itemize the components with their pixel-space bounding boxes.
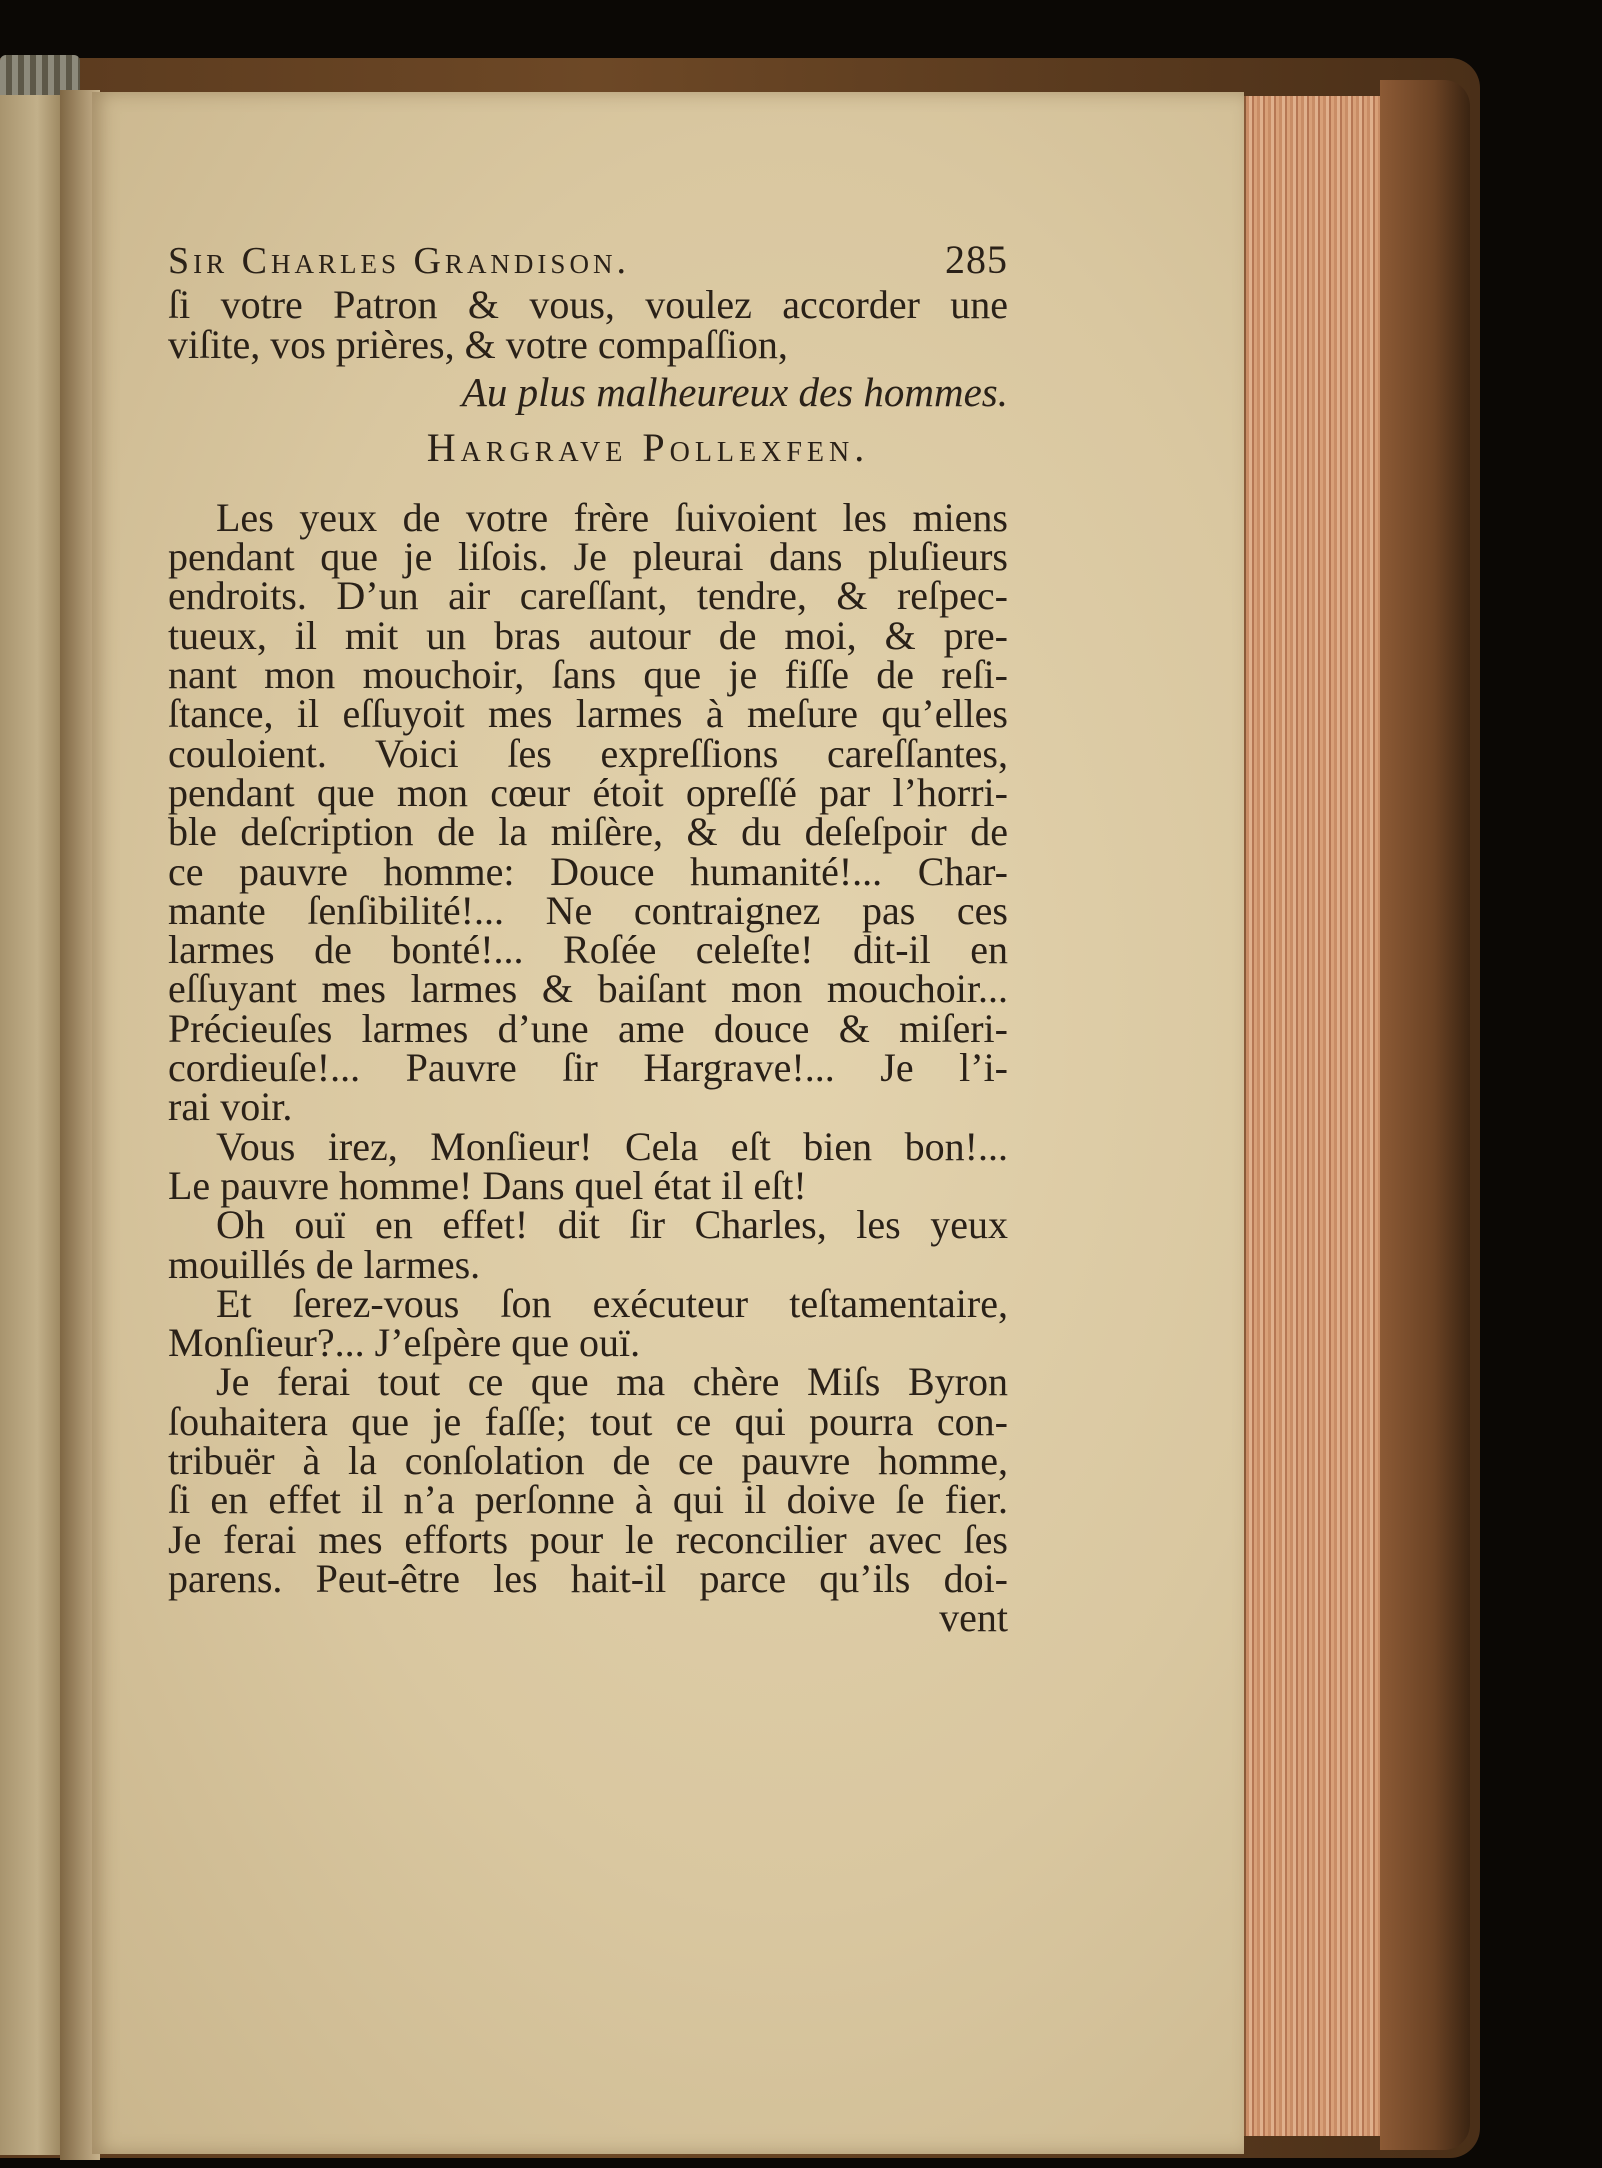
text-line: Le pauvre homme! Dans quel état il eſt!: [168, 1162, 807, 1208]
fore-edge-shadow: [1380, 80, 1470, 2150]
left-page-edge: [0, 95, 62, 2155]
text-line: mante ſenſibilité!... Ne contraignez pas ces: [168, 887, 1008, 933]
running-head-title: Sir Charles Grandison.: [168, 240, 630, 282]
text-line: ſouhaitera que je faſſe; tout ce qui pourra con-: [168, 1398, 1008, 1444]
text-line: Je ferai tout ce que ma chère Miſs Byron: [216, 1359, 1008, 1405]
text-line: rai voir.: [168, 1084, 293, 1130]
text-line: couloient. Voici ſes expreſſions careſſantes,: [168, 730, 1008, 776]
text-line: ce pauvre homme: Douce humanité!... Char-: [168, 848, 1008, 894]
letter-signoff: Au plus malheureux des hommes.: [461, 368, 1008, 415]
text-line: Précieuſes larmes d’une ame douce & miſeri-: [168, 1005, 1008, 1051]
text-line: tribuër à la conſolation de ce pauvre homme,: [168, 1438, 1008, 1484]
text-line: Je ferai mes efforts pour le reconcilier avec ſes: [168, 1516, 1008, 1562]
text-line: Monſieur?... J’eſpère que ouï.: [168, 1320, 641, 1366]
text-line: viſite, vos prières, & votre compaſſion,: [168, 321, 788, 367]
text-line: ble deſcription de la miſère, & du deſeſpoir de: [168, 809, 1008, 855]
text-line: nant mon mouchoir, ſans que je fiſſe de reſi-: [168, 652, 1008, 698]
text-line: Les yeux de votre frère ſuivoient les miens: [216, 494, 1008, 540]
letter-signature: Hargrave Pollexfen.: [426, 424, 870, 470]
text-line: Oh ouï en effet! dit ſir Charles, les yeux: [216, 1202, 1008, 1248]
text-line: cordieuſe!... Pauvre ſir Hargrave!... Je l’i-: [168, 1045, 1008, 1091]
text-line: ſtance, il eſſuyoit mes larmes à meſure qu’elles: [168, 691, 1008, 737]
catchword: vent: [939, 1595, 1008, 1641]
page-number: 285: [945, 237, 1008, 282]
text-line: endroits. D’un air careſſant, tendre, & reſpec-: [168, 573, 1008, 619]
text-line: Vous irez, Monſieur! Cela eſt bien bon!...: [216, 1123, 1008, 1169]
text-line: ſi en effet il n’a perſonne à qui il doive ſe fier.: [168, 1477, 1008, 1523]
text-line: tueux, il mit un bras autour de moi, & pre-: [168, 612, 1008, 658]
text-line: pendant que je liſois. Je pleurai dans pluſieurs: [168, 534, 1008, 580]
text-line: parens. Peut-être les hait-il parce qu’ils doi-: [168, 1555, 1008, 1601]
running-head: [168, 237, 1008, 282]
text-line: mouillés de larmes.: [168, 1241, 481, 1287]
text-line: pendant que mon cœur étoit opreſſé par l’horri-: [168, 769, 1008, 815]
text-line: larmes de bonté!... Roſée celeſte! dit-il en: [168, 927, 1008, 973]
page-text: [168, 237, 1008, 1641]
text-line: Et ſerez-vous ſon exécuteur teſtamentaire,: [216, 1280, 1008, 1326]
text-line: eſſuyant mes larmes & baiſant mon mouchoir...: [168, 966, 1008, 1012]
text-line: ſi votre Patron & vous, voulez accorder une: [168, 282, 1008, 328]
